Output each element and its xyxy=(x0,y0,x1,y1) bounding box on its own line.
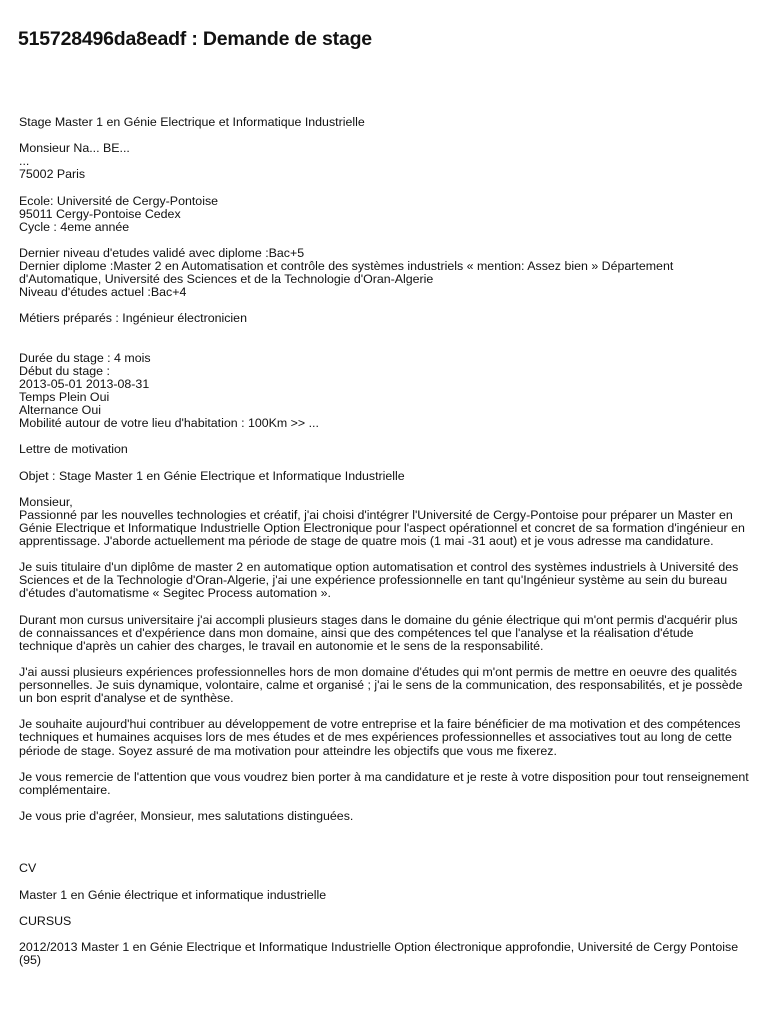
letter-paragraph: J'ai aussi plusieurs expériences professionnelles hors de mon domaine d'études qui m'ont permis de mettre en oeuvre des qualités personnelles. Je suis dynamique, volontaire, calme et organisé ; j'ai le sens de la communication, des responsabilités, et je possède un bon esprit d'analyse et de synthèse. xyxy=(19,664,743,706)
section-heading-cv: CV xyxy=(19,861,37,876)
cursus-entry: 2012/2013 Master 1 en Génie Electrique et Informatique Industrielle Option électronique approfondie, Université de Cergy Pontoise (95) xyxy=(19,939,739,967)
letter-closing: Je vous prie d'agréer, Monsieur, mes salutations distinguées. xyxy=(19,808,354,823)
cv-headline: Master 1 en Génie électrique et informatique industrielle xyxy=(19,887,327,902)
education-level: Dernier niveau d'etudes validé avec diplome :Bac+5 Dernier diplome :Master 2 en Automatisation et contrôle des systèmes industriels « mention: Assez bien » Département d'Automatique, Université des Sciences et de la Technologie d'Oran-Algerie Niveau d'études actuel :Bac+4 xyxy=(19,245,674,300)
letter-object: Objet : Stage Master 1 en Génie Electrique et Informatique Industrielle xyxy=(19,468,405,483)
document-body xyxy=(19,116,749,980)
internship-details: Durée du stage : 4 mois Début du stage : 2013-05-01 2013-08-31 Temps Plein Oui Alternance Oui Mobilité autour de votre lieu d'habitation : 100Km >> ... xyxy=(19,350,319,431)
letter-paragraph: Monsieur, Passionné par les nouvelles technologies et créatif, j'ai choisi d'intégrer l'Université de Cergy-Pontoise pour préparer un Master en Génie Electrique et Informatique Industrielle Option Electronique pour l'aspect opérationnel et concret de sa formation d'ingénieur en apprentissage. J'aborde actuellement ma période de stage de quatre mois (1 mai -31 aout) et je vous adresse ma candidature. xyxy=(19,494,745,548)
section-heading-motivation: Lettre de motivation xyxy=(19,442,128,457)
internship-subject: Stage Master 1 en Génie Electrique et Informatique Industrielle xyxy=(19,115,365,129)
spacer xyxy=(19,836,749,862)
target-jobs: Métiers préparés : Ingénieur électronicien xyxy=(19,311,247,326)
letter-paragraph: Je suis titulaire d'un diplôme de master 2 en automatique option automatisation et control des systèmes industriels à Université des Sciences et de la Technologie d'Oran-Algerie, j'ai une expérience professionnelle en tant qu'Ingénieur système au sein du bureau d'études d'automatisme « Segitec Process automation ». xyxy=(19,560,739,601)
letter-paragraph: Je vous remercie de l'attention que vous voudrez bien porter à ma candidature et je reste à votre disposition pour tout renseignement complémentaire. xyxy=(19,769,749,797)
spacer xyxy=(19,339,749,352)
letter-paragraph: Je souhaite aujourd'hui contribuer au développement de votre entreprise et la faire bénéficier de ma motivation et des compétences techniques et humaines acquises lors de mes études et de mes expériences professionnelles et associatives tout au long de cette période de stage. Soyez assuré de ma motivation pour atteindre les objectifs que vous me fixerez. xyxy=(19,717,741,758)
page-title: 515728496da8eadf : Demande de stage xyxy=(18,28,372,50)
letter-paragraph: Durant mon cursus universitaire j'ai accompli plusieurs stages dans le domaine du génie électrique qui m'ont permis d'acquérir plus de connaissances et d'expérience dans mon domaine, ainsi que des compétences tel que l'analyse et la réalisation d'étude technique d'après un cahier des charges, le travail en autonomie et le sens de la responsabilité. xyxy=(19,612,738,653)
applicant-address: Monsieur Na... BE... ... 75002 Paris xyxy=(19,141,130,182)
section-heading-cursus: CURSUS xyxy=(19,913,72,928)
school-info: Ecole: Université de Cergy-Pontoise 95011 Cergy-Pontoise Cedex Cycle : 4eme année xyxy=(19,193,219,234)
